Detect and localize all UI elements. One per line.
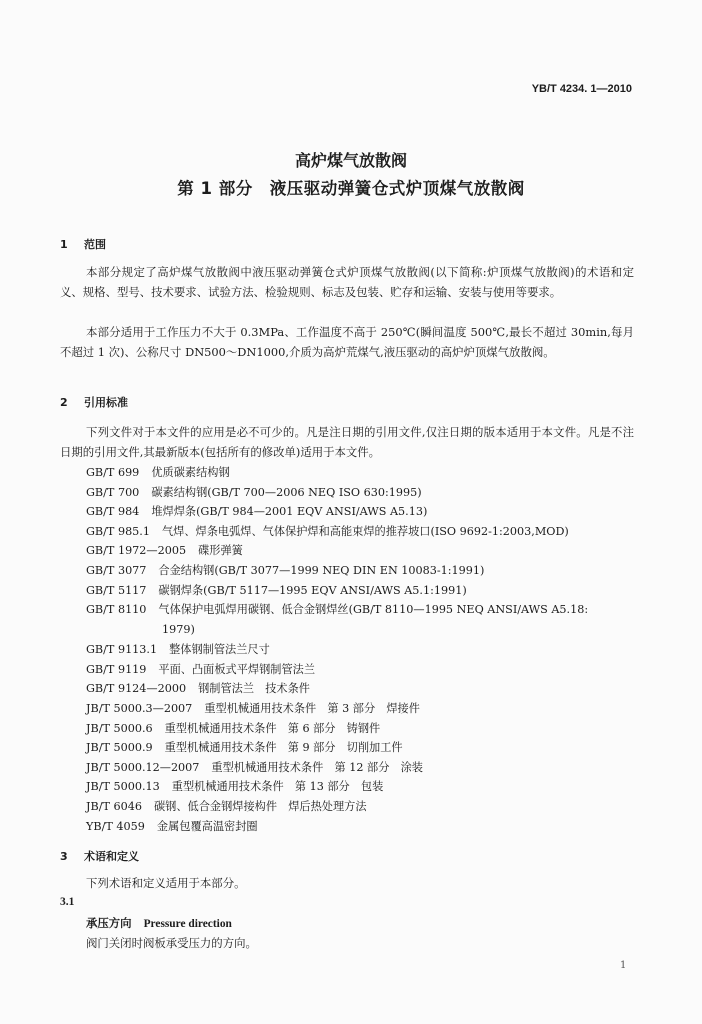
reference-item — [86, 817, 258, 837]
section-title: 引用标准 — [84, 396, 128, 409]
reference-item — [86, 699, 420, 719]
reference-title: 碳素结构钢(GB/T 700—2006 NEQ ISO 630:1995) — [151, 485, 422, 499]
reference-code: GB/T 9119 — [86, 662, 147, 676]
reference-code: GB/T 699 — [86, 466, 140, 479]
reference-code: JB/T 6046 — [86, 800, 142, 813]
reference-code: JB/T 5000.6 — [86, 721, 153, 735]
document-title: 高炉煤气放散阀 — [294, 151, 407, 170]
reference-title: 合金结构钢(GB/T 3077—1999 NEQ DIN EN 10083-1:1991) — [158, 564, 485, 577]
term-english: Pressure direction — [143, 918, 232, 930]
reference-code: GB/T 5117 — [86, 583, 147, 597]
reference-title: 优质碳素结构钢 — [151, 466, 230, 479]
reference-item — [86, 640, 270, 660]
reference-title: 重型机械通用技术条件 第 3 部分 焊接件 — [204, 702, 420, 715]
reference-code: GB/T 8110 — [86, 603, 147, 617]
section-heading-terms — [60, 848, 139, 864]
reference-item — [86, 758, 423, 778]
reference-title: 金属包覆高温密封圈 — [156, 819, 258, 833]
reference-code: GB/T 984 — [86, 505, 140, 519]
reference-title: 堆焊焊条(GB/T 984—2001 EQV ANSI/AWS A5.13) — [151, 505, 428, 519]
reference-title: 气焊、焊条电弧焊、气体保护焊和高能束焊的推荐坡口(ISO 9692-1:2003,MOD) — [161, 524, 569, 538]
reference-item — [86, 797, 367, 817]
term-definition: 阀门关闭时阀板承受压力的方向。 — [86, 936, 257, 950]
reference-item — [86, 541, 243, 561]
section-number: 1 — [60, 238, 68, 251]
reference-item — [86, 561, 484, 581]
term-entry — [86, 915, 232, 931]
reference-item — [86, 738, 403, 758]
reference-title: 钢制管法兰 技术条件 — [198, 682, 310, 696]
reference-item — [86, 522, 569, 542]
reference-code: GB/T 9124—2000 — [86, 682, 187, 696]
reference-title: 碟形弹簧 — [198, 544, 243, 558]
reference-item — [86, 777, 383, 797]
section-heading-scope — [60, 236, 106, 252]
reference-title: 碳钢焊条(GB/T 5117—1995 EQV ANSI/AWS A5.1:1991) — [158, 583, 467, 597]
reference-code: JB/T 5000.3—2007 — [86, 702, 193, 715]
term-number: 3.1 — [60, 896, 75, 908]
section-title: 术语和定义 — [84, 850, 139, 863]
reference-code: GB/T 3077 — [86, 564, 147, 577]
reference-item — [86, 679, 310, 699]
scope-paragraph-2: 本部分适用于工作压力不大于 0.3MPa、工作温度不高于 250℃(瞬间温度 500℃,最长不超过 30min,每月不超过 1 次)、公称尺寸 DN500～DN1000,介质为高炉荒煤气,液压驱动的高炉炉顶煤气放散阀。 — [60, 325, 634, 359]
reference-item — [86, 502, 427, 522]
reference-item — [86, 581, 467, 601]
reference-item — [86, 719, 380, 739]
reference-item — [86, 463, 230, 483]
reference-title: 重型机械通用技术条件 第 13 部分 包装 — [171, 780, 384, 794]
section-number: 3 — [60, 850, 68, 863]
reference-code: GB/T 1972—2005 — [86, 544, 187, 558]
reference-code: GB/T 9113.1 — [86, 643, 158, 657]
scope-paragraph-1: 本部分规定了高炉煤气放散阀中液压驱动弹簧仓式炉顶煤气放散阀(以下简称:炉顶煤气放散阀)的术语和定义、规格、型号、技术要求、试验方法、检验规则、标志及包装、贮存和运输、安装与使用等要求。 — [60, 265, 634, 299]
reference-code: JB/T 5000.12—2007 — [86, 760, 200, 774]
reference-code: JB/T 5000.9 — [86, 741, 153, 755]
reference-title: 气体保护电弧焊用碳钢、低合金钢焊丝(GB/T 8110—1995 NEQ ANSI/AWS A5.18: — [158, 603, 589, 617]
reference-title: 重型机械通用技术条件 第 6 部分 铸钢件 — [164, 721, 381, 735]
reference-item — [86, 600, 634, 640]
page-mark: 1 — [620, 960, 627, 971]
section-number: 2 — [60, 396, 68, 409]
term-chinese: 承压方向 — [86, 916, 132, 930]
reference-title: 平面、凸面板式平焊钢制管法兰 — [158, 662, 316, 676]
reference-code: GB/T 700 — [86, 485, 140, 499]
reference-title: 碳钢、低合金钢焊接构件 焊后热处理方法 — [153, 800, 367, 813]
reference-code: YB/T 4059 — [86, 819, 145, 833]
section-title: 范围 — [84, 238, 106, 251]
terms-intro: 下列术语和定义适用于本部分。 — [86, 876, 246, 890]
document-code: YB/T 4234. 1—2010 — [531, 83, 632, 95]
section-heading-references — [60, 394, 128, 410]
reference-title: 重型机械通用技术条件 第 12 部分 涂装 — [211, 760, 423, 774]
reference-title: 重型机械通用技术条件 第 9 部分 切削加工件 — [164, 741, 403, 755]
reference-item — [86, 660, 315, 680]
references-intro: 下列文件对于本文件的应用是必不可少的。凡是注日期的引用文件,仅注日期的版本适用于本文件。凡是不注日期的引用文件,其最新版本(包括所有的修改单)适用于本文件。 — [60, 425, 634, 459]
reference-title: 整体钢制管法兰尺寸 — [169, 643, 270, 657]
reference-code: JB/T 5000.13 — [86, 780, 160, 794]
reference-item — [86, 483, 422, 503]
reference-code: GB/T 985.1 — [86, 524, 150, 538]
document-subtitle: 第 1 部分 液压驱动弹簧仓式炉顶煤气放散阀 — [177, 179, 525, 198]
reference-title-continued: 1979) — [162, 623, 195, 637]
